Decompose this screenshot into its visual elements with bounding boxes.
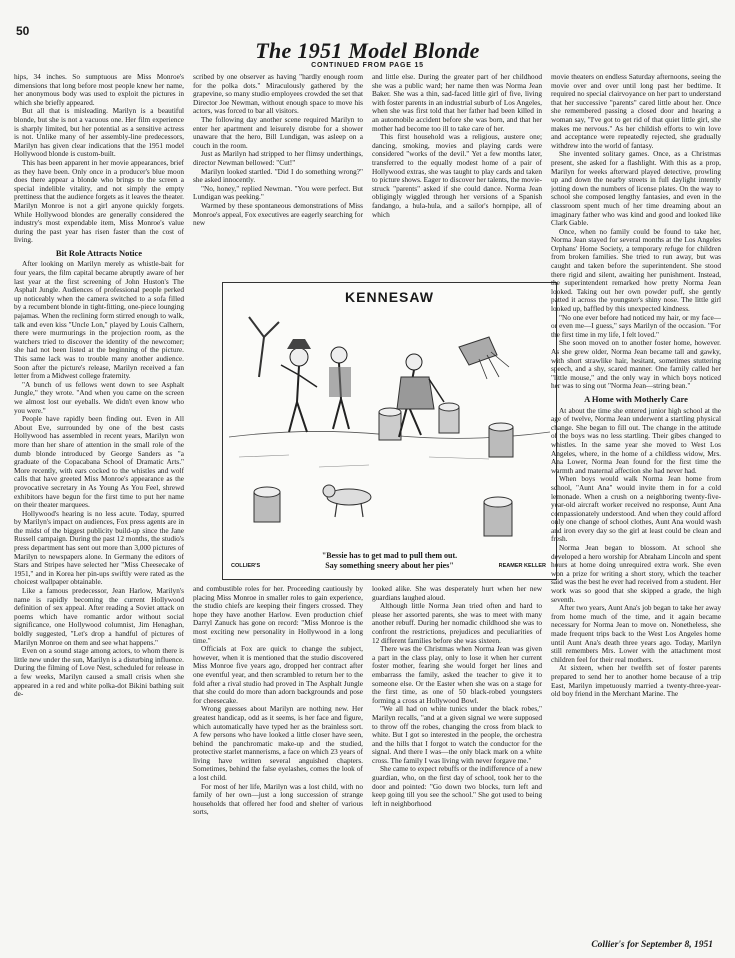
continued-line: CONTINUED FROM PAGE 15 bbox=[311, 62, 424, 69]
col1-paragraph: Like a famous predecessor, Jean Harlow, Marilyn's name is rapidly becoming the current Hollywood definition of sex appeal. After reading a Soviet attack on poems which have romantic ardor without social significance, one Hollywood columnist, Jim Henaghan, boldly suggested, "Let's drop a handful of pictures of Marilyn Monroe on them and see what happens." bbox=[14, 586, 184, 647]
column-3-bottom bbox=[372, 585, 542, 935]
col4-paragraph: After two years, Aunt Ana's job began to take her away from home much of the time, and it again became necessary for Norma Jean to move on. Nonetheless, she made frequent trips back to the West Los Angeles home until Aunt Ana's death three years ago. Today, Marilyn still remembers Mrs. Lower with the attachment most children feel for their real mothers. bbox=[551, 603, 721, 664]
col1-paragraph: People have rapidly been finding out. Even in All About Eve, surrounded by one of the best casts Hollywood has assembled in recent years, Marilyn won more than her share of attention in the small role of the dumb blonde introduced by George Sanders as "a graduate of the Copacabana School of Dramatic Arts." More recently, with ears cocked to the whistles and wolf calls that have greeted Miss Monroe's appearance as the provocative secretary in As Young As You Feel, shrewd exhibitors have begun for the first time to put her name on their theater marquees. bbox=[14, 414, 184, 510]
col2-paragraph: scribed by one observer as having "hardly enough room for the polka dots." Miraculously gathered by the grapevine, so many studio employees crowded the set that Director Joe Newman, without enough space to move his actors, was forced to bar all visitors. bbox=[193, 73, 363, 116]
col1-paragraph: hips, 34 inches. So sumptuous are Miss Monroe's dimensions that long before most people knew her name, her anonymous body was used to exploit the pictures in which she briefly appeared. bbox=[14, 73, 184, 107]
col4-paragraph: She soon moved on to another foster home, however. As she grew older, Norma Jean became tall and gawky, with short strawlike hair, hesitant, sometimes stuttering speech, and a shy, scared manner. One family called her "little mouse," and the only way in which boys noticed her was to sing out "Norma Jean—string bean." bbox=[551, 338, 721, 391]
column-4 bbox=[551, 73, 721, 935]
col1-paragraph: "A bunch of us fellows went down to see Asphalt Jungle," they wrote. "And when you came on the screen we almost lost our eyeballs. We didn't even know who you were." bbox=[14, 379, 184, 415]
col2-paragraph: For most of her life, Marilyn was a lost child, with no family of her own—just a long succession of strange households that offered her food and shelter of various sorts, bbox=[193, 781, 363, 817]
col2-paragraph: The following day another scene required Marilyn to enter her apartment and leisurely disrobe for a shower unaware that the hero, Bill Lundigan, was asleep on a couch in the room. bbox=[193, 114, 363, 150]
col4-paragraph: At about the time she entered junior high school at the age of twelve, Norma Jean underwent a startling physical change. She began to fill out. The change in the attitude of the boys was no less startling. Their gibes changed to whistles. In the same year she moved to West Los Angeles, where, in the home of a childless widow, Mrs. Ana Lower, Norma Jean found for the first time the warmth and maternal affection she had never had. bbox=[551, 405, 721, 475]
cartoon-title: KENNESAW bbox=[345, 289, 434, 305]
tree-stump bbox=[489, 423, 513, 457]
col3-paragraph: There was the Christmas when Norma Jean was given a part in the class play, only to lose it when her current foster mother, fearing she would forget her lines and embarrass the family, asked the teacher to give it to someone else. Or the Easter when she was on a stage for the first time, as one of 50 black-robed youngsters forming a cross at Hollywood Bowl. bbox=[372, 644, 542, 705]
col4-paragraph: When boys would walk Norma Jean home from school, "Aunt Ana" would invite them in for a cold lemonade. When a crush on a neighboring twenty-five-year-old aircraft worker received no response, Aunt Ana compassionately understood. And when they could afford only one change of school clothes, Aunt Ana would wash and iron every day so the girl at least could be clean and fresh. bbox=[551, 474, 721, 544]
section-heading: A Home with Motherly Care bbox=[584, 393, 688, 404]
col4-paragraph: "No one ever before had noticed my hair, or my face—or even me—I guess," says Marilyn of the occasion. "For the first time in my life, I felt loved." bbox=[551, 312, 721, 339]
dog-figure bbox=[323, 485, 371, 517]
col2-paragraph: "No, honey," replied Newman. "You were perfect. But Lundigan was peeking." bbox=[193, 183, 363, 202]
col4-paragraph: Norma Jean began to blossom. At school she developed a hero worship for Abraham Lincoln and spent hours at home doing unrequired extra work. She even won a prize for writing a short story, which the teacher said was the best he ever had received from a student. Her work was so good that she skipped a grade, the high seventh. bbox=[551, 543, 721, 604]
caption-line: Say something sneery about her pies" bbox=[325, 561, 454, 570]
col3-paragraph: Although little Norma Jean tried often and hard to please her assorted parents, she was to meet with many another rebuff. During her nomadic childhood she was to confront the restrictions, prejudices and peculiarities of 12 different families before she was sixteen. bbox=[372, 601, 542, 645]
issue-footer: Collier's for September 8, 1951 bbox=[591, 940, 713, 950]
col4-paragraph: Once, when no family could be found to take her, Norma Jean stayed for several months at the Los Angeles Orphans' Home Society, a temporary refuge for children from broken families. She tried to run away, but was caught and taken before the superintendent. She stood there rigid and silent, awaiting her punishment. Instead, the superintendent remarked how pretty Norma Jean looked. Taking out her own powder puff, she gently patted it across the youngster's shiny nose. The little girl looked up, baffled by this unexpected kindness. bbox=[551, 226, 721, 314]
man-figure bbox=[281, 339, 317, 432]
col3-paragraph: and little else. During the greater part of her childhood she was a public ward; her name then was Norma Jean Baker. She was a thin, sad-faced little girl of five, living with foster parents in an industrial suburb of Los Angeles, when she was first told that her father had been killed in an automobile accident before she was born, and that her mother had become too ill to take care of her. bbox=[372, 73, 542, 133]
tree-stump bbox=[254, 487, 280, 522]
article-title: The 1951 Model Blonde bbox=[255, 38, 480, 63]
column-3-top bbox=[372, 73, 542, 278]
col2-paragraph: and combustible roles for her. Proceeding cautiously by placing Miss Monroe in smaller roles to gain experience, the studio chiefs are keeping their fingers crossed. They hope they have another Harlow. Even production chief Darryl Zanuck has gone on record: "Miss Monroe is the most exciting new personality in Hollywood in a long time." bbox=[193, 585, 363, 645]
cartoon-credit-artist: REAMER KELLER bbox=[498, 563, 546, 569]
column-2-top bbox=[193, 73, 363, 278]
col1-paragraph: This has been apparent in her movie appearances, brief as they have been. Only once in a producer's blue moon does there appear a blonde who brings to the screen a special indelible vitality, and not simply the empty prettiness that the audience forgets as it leaves the theater. Marilyn Monroe is not a girl anyone quickly forgets. While Hollywood blondes are generally considered the industry's most expendable item, Miss Monroe's value during the past year has risen faster than the cost of living. bbox=[14, 157, 184, 245]
col3-paragraph: looked alike. She was desperately hurt when her new guardians laughed aloud. bbox=[372, 585, 542, 602]
tree-stump bbox=[379, 408, 401, 440]
column-2-bottom bbox=[193, 585, 363, 935]
col1-paragraph: After looking on Marilyn merely as whistle-bait for four years, the film capital became abruptly aware of her last year at the first screening of John Huston's The Asphalt Jungle. Audiences of professional people perked up noticeably when the camera switched to a sofa filled by a recumbent blonde in tight-fitting, one-piece lounging pajamas. When the reclining form stirred enough to walk, talk and even kiss "Uncle Lon," played by Louis Calhern, there were murmurings in the projection room, as the watchers tried to discover the identity of the newcomer; she had not been listed at the beginning of the picture. This same lack was to trouble many another audience. Soon after the picture's release, Marilyn received a fan letter from a Midwest college fraternity. bbox=[14, 259, 184, 381]
col1-paragraph: Hollywood's hearing is no less acute. Today, spurred by Marilyn's impact on audiences, Fox press agents are in the midst of the biggest publicity build-up since the Jane Russell campaign. During the past 12 months, the studio's press department has sent out more than 3,000 pictures of Marilyn to newspapers alone. In Germany the editors of Stars and Stripes have selected her "Miss Cheesecake of 1951," and in Korea her pin-ups swiftly were rated as the choicest wallpaper obtainable. bbox=[14, 508, 184, 587]
section-heading: Bit Role Attracts Notice bbox=[55, 247, 143, 258]
col1-paragraph: But all that is misleading. Marilyn is a beautiful blonde, but she is not a vacuous one. Her film experience is sharply limited, but her potential as a sensitive actress is not. Unlike many of her assembly-line predecessors, Marilyn has given clear indications that the 1951 model Hollywood blonde is custom-built. bbox=[14, 106, 184, 159]
col2-paragraph: Officials at Fox are quick to change the subject, however, when it is mentioned that the studio discovered Miss Monroe five years ago, dropped her contract after one eventful year, and then scrambled to return her to the fold after a rival studio had proved in The Asphalt Jungle that she could do more than adorn backgrounds and pose for cheesecake. bbox=[193, 644, 363, 705]
man-figure bbox=[329, 347, 351, 429]
cartoon-credit-magazine: COLLIER'S bbox=[231, 563, 261, 569]
caption-line: "Bessie has to get mad to pull them out. bbox=[321, 551, 458, 560]
tree-stump bbox=[484, 497, 512, 536]
col2-paragraph: Just as Marilyn had stripped to her flimsy underthings, director Newman bellowed: "Cut!" bbox=[193, 149, 363, 167]
cartoon-drawing bbox=[229, 307, 550, 547]
col3-paragraph: "We all had on white tunics under the black robes," Marilyn recalls, "and at a given signal we were supposed to throw off the robes, changing the cross from black to white. But I got so interested in the people, the orchestra and the hills that I forgot to watch the conductor for the signal. And there I was—the only black mark on a white cross. The family I was living with never forgave me." bbox=[372, 704, 542, 765]
col3-paragraph: This first household was a religious, austere one; dancing, smoking, movies and playing cards were considered "works of the devil." Yet a few months later, transferred to the equally modest home of a pair of Hollywood extras, she was taught to play cards and taken to picture shows. Eager to discover her talents, the movie-struck "parents" asked if she could dance. Norma Jean obligingly wiggled through her versions of a Spanish fandango, a hula-hula, and a sailor's hornpipe, all of which bbox=[372, 132, 542, 219]
col1-paragraph: Even on a sound stage among actors, to whom there is little new under the sun, Marilyn is a disturbing influence. During the filming of Love Nest, scheduled for release in a few weeks, Marilyn caused a small crisis when she appeared in a red and white polka-dot Bikini bathing suit de- bbox=[14, 646, 184, 699]
col3-paragraph: She came to expect rebuffs or the indifference of a new guardian, who, on the first day of school, took her to the door and pointed: "Go down two blocks, turn left and keep going till you see the school." She got used to being left in neighborhood bbox=[372, 764, 542, 808]
col4-paragraph: At sixteen, when her twelfth set of foster parents prepared to send her to another home because of a trip East, Marilyn impetuously married a twenty-three-year-old boy friend in the Merchant Marine. The bbox=[551, 663, 721, 699]
column-1 bbox=[14, 73, 184, 935]
col4-paragraph: movie theaters on endless Saturday afternoons, seeing the movie over and over until long past her bedtime. It required no special clairvoyance on her part to understand that her successive "parents" cared little about her. Once she remembered passing a closed door and hearing a woman say, "I've got to get rid of that quiet little girl, she makes me nervous." As her childish efforts to win love and acceptance were repeatedly rejected, she gradually withdrew into the world of fantasy. bbox=[551, 73, 721, 150]
col2-paragraph: Marilyn looked startled. "Did I do something wrong?" she asked innocently. bbox=[193, 166, 363, 185]
col2-paragraph: Warmed by these spontaneous demonstrations of Miss Monroe's appeal, Fox executives are eagerly searching for new bbox=[193, 200, 363, 228]
col4-paragraph: She invented solitary games. Once, as a Christmas present, she asked for a flashlight. With this as a prop, Marilyn for weeks afterward played detective, prowling up and down the nearby streets in full daylight intently jotting down the numbers of license plates. On the way to school she composed lengthy fantasies, and even in the classroom spent much of her time dreaming about an imaginary father who was kind and good and looked like Clark Gable. bbox=[551, 149, 721, 228]
kennesaw-cartoon bbox=[222, 282, 557, 580]
flying-stump bbox=[459, 337, 509, 379]
page-number: 50 bbox=[16, 24, 30, 38]
woman-figure bbox=[397, 354, 444, 437]
tree-stump bbox=[439, 403, 459, 433]
col2-paragraph: Wrong guesses about Marilyn are nothing new. Her greatest handicap, odd as it seems, is her face and figure, which automatically have typed her as the brainless sort. A few persons who have looked a little closer have seen, behind the panchromatic make-up and the studied, protective starlet mannerisms, a face on which 23 years of living have written several anguished chapters. Sometimes, behind the false eyelashes, comes the look of a lost child. bbox=[193, 704, 363, 783]
